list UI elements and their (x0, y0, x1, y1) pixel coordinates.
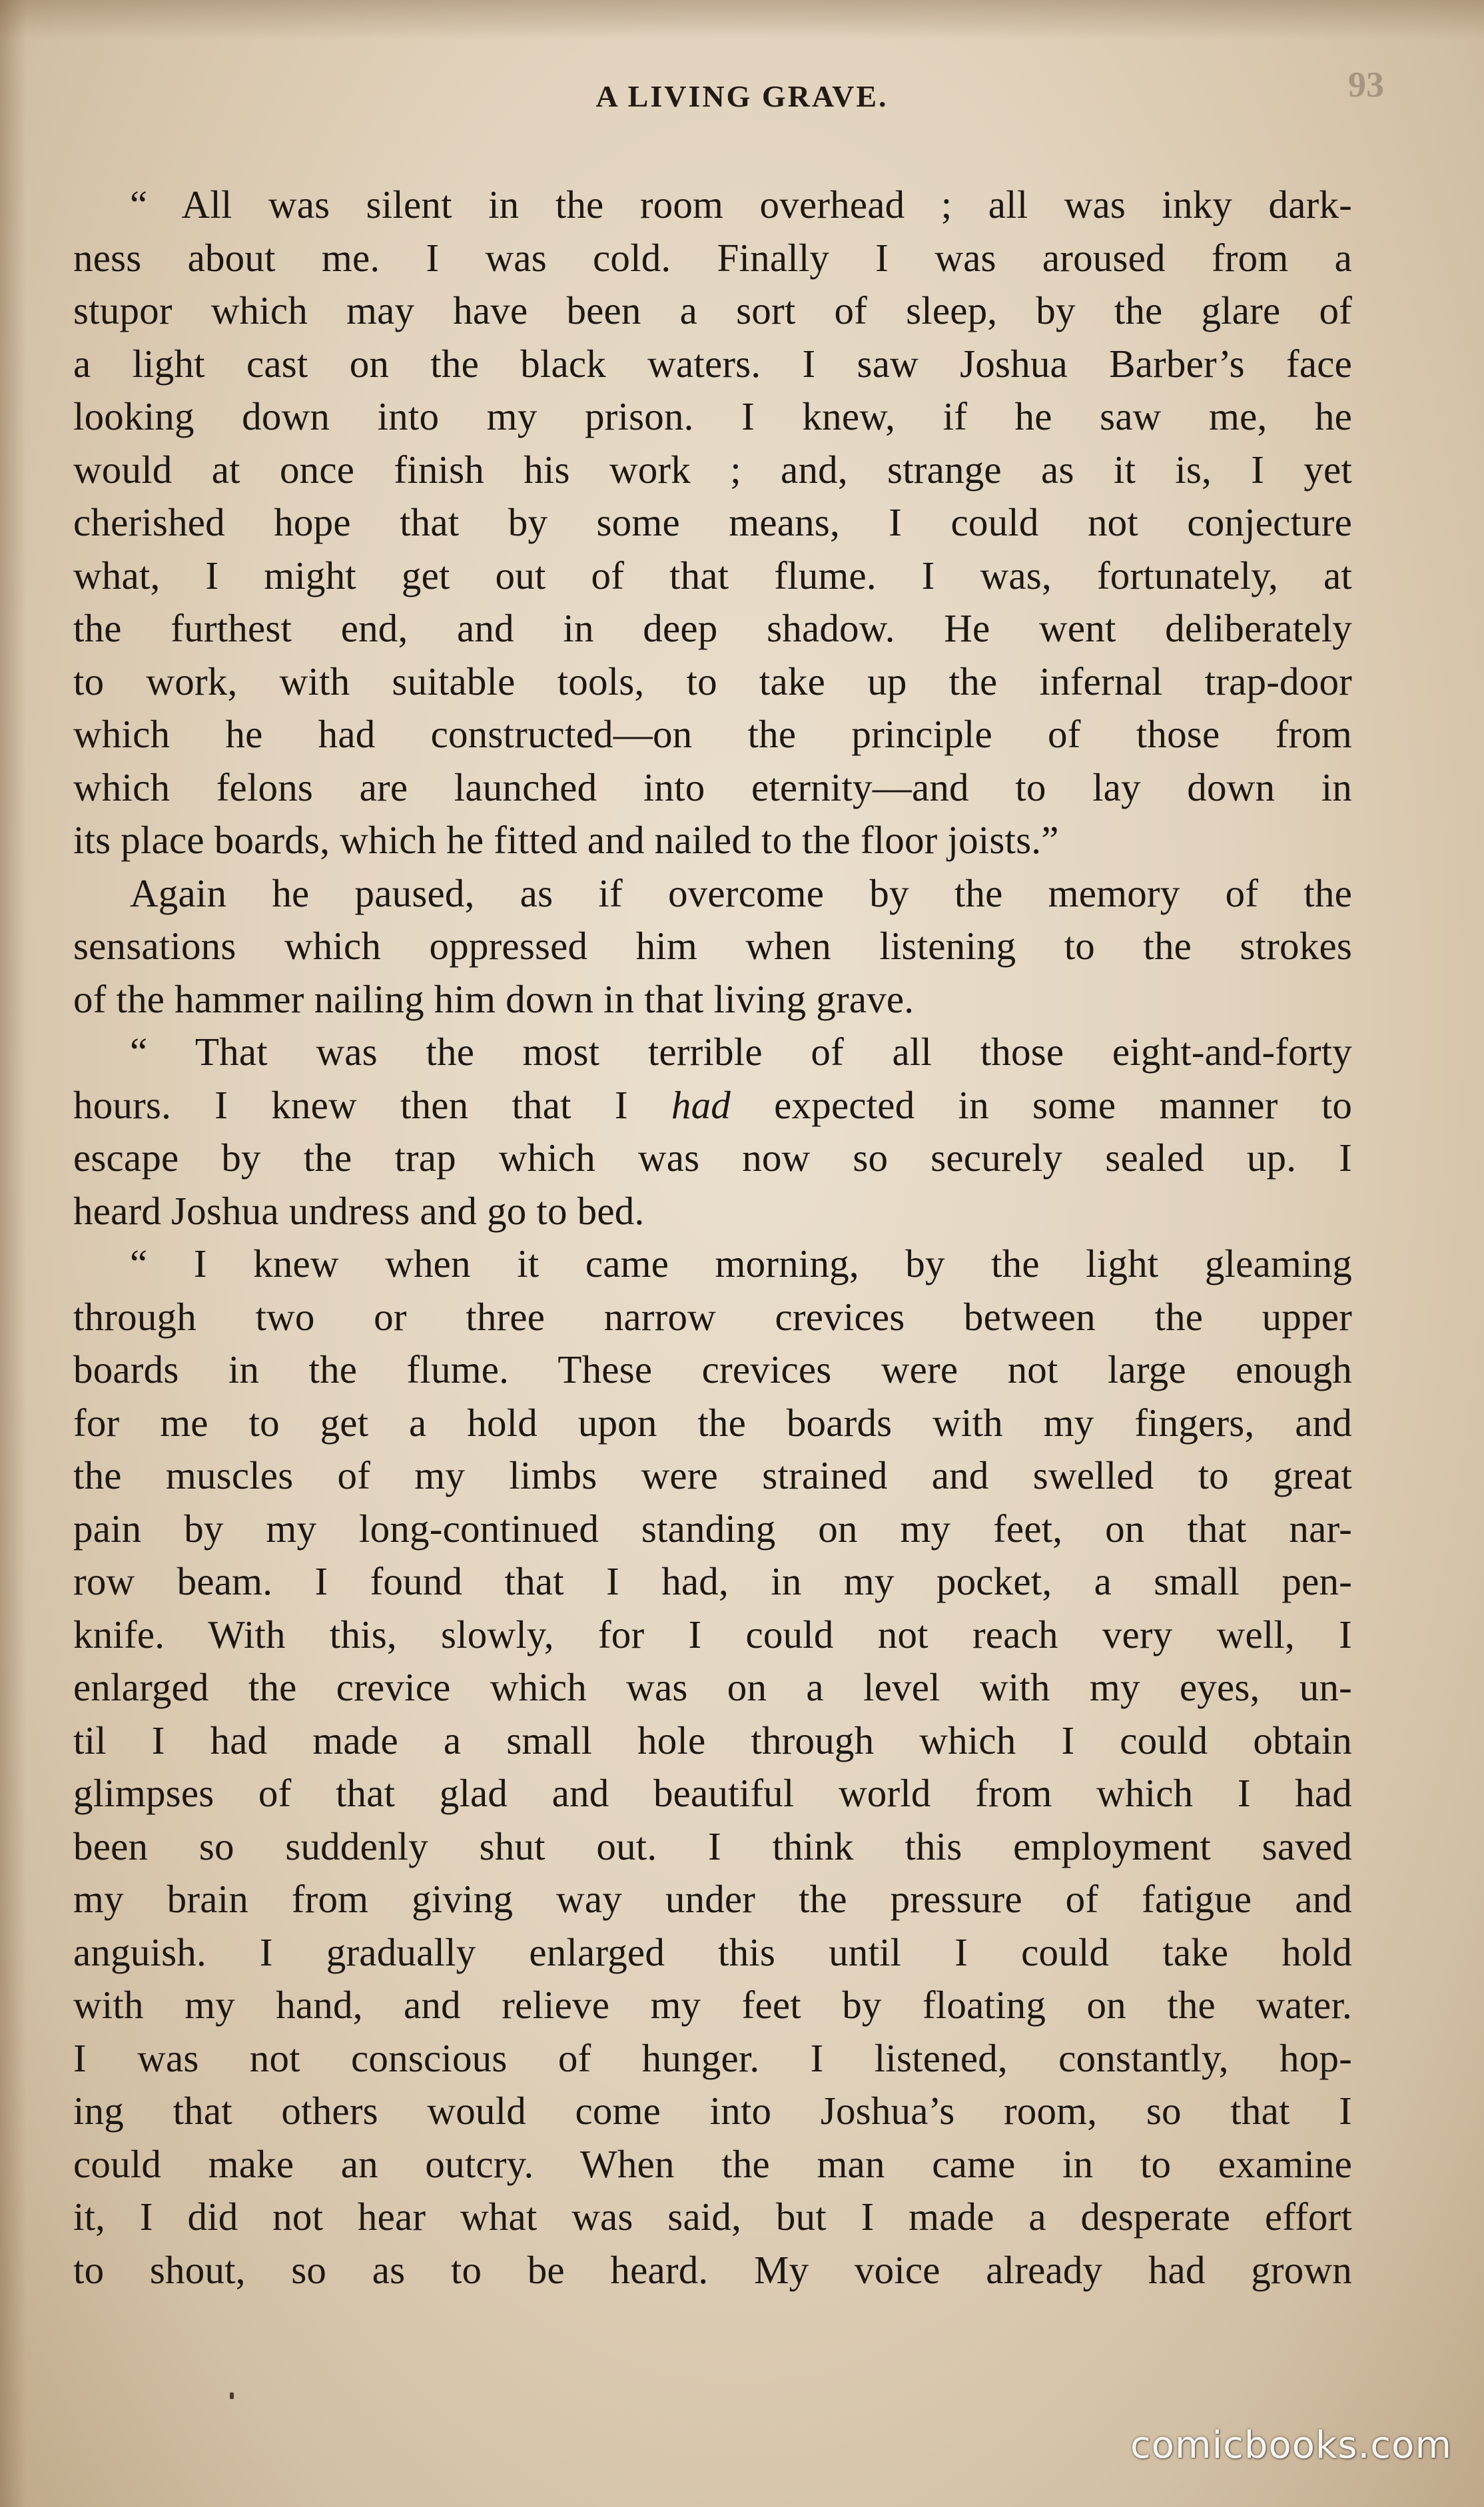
body-text (73, 179, 1352, 2297)
text-line: for me to get a hold upon the boards with my fingers, and (73, 1400, 1352, 1445)
text-line: “ That was the most terrible of all those eight-and-forty (130, 1030, 1352, 1074)
text-line: would at once finish his work ; and, strange as it is, I yet (73, 447, 1352, 492)
text-line: sensations which oppressed him when listening to the strokes (73, 924, 1352, 968)
text-line: boards in the flume. These crevices were not large enough (73, 1347, 1352, 1391)
text-line: of the hammer nailing him down in that living grave. (73, 976, 915, 1021)
text-line: “ I knew when it came morning, by the light gleaming (130, 1242, 1352, 1285)
text-line: could make an outcry. When the man came in to examine (73, 2141, 1352, 2186)
text-line: ness about me. I was cold. Finally I was aroused from a (73, 235, 1352, 280)
text-line: which he had constructed—on the principle of those from (73, 712, 1352, 756)
text-line: cherished hope that by some means, I could not conjecture (73, 500, 1352, 544)
running-title: A LIVING GRAVE. (595, 79, 889, 113)
text-segment: hours. I knew then that I (73, 1082, 628, 1127)
text-line: to work, with suitable tools, to take up the infernal trap-door (73, 659, 1352, 703)
text-line: it, I did not hear what was said, but I made a desperate effort (73, 2195, 1352, 2239)
text-line: the muscles of my limbs were strained and swelled to great (73, 1453, 1352, 1497)
text-line: Again he paused, as if overcome by the memory of the (130, 871, 1352, 915)
text-line-with-italic (73, 1079, 1352, 1132)
page-shading-left (0, 0, 27, 2507)
ink-speck (230, 2392, 234, 2399)
text-line: escape by the trap which was now so securely sealed up. I (73, 1136, 1352, 1180)
watermark: comicbooks.com (1130, 2424, 1452, 2467)
text-line: til I had made a small hole through which I could obtain (73, 1718, 1352, 1762)
text-line: ing that others would come into Joshua’s room, so that I (73, 2089, 1352, 2133)
text-line: looking down into my prison. I knew, if he saw me, he (73, 394, 1352, 438)
text-line: stupor which may have been a sort of sleep, by the glare of (73, 288, 1352, 332)
page-shading-top (0, 0, 1484, 40)
text-line: a light cast on the black waters. I saw Joshua Barber’s face (73, 341, 1352, 386)
text-line: enlarged the crevice which was on a level with my eyes, un- (73, 1665, 1352, 1709)
text-segment: expected in some manner to (774, 1082, 1353, 1127)
text-line: glimpses of that glad and beautiful world from which I had (73, 1771, 1352, 1815)
page-number: 93 (1348, 65, 1384, 105)
text-line: pain by my long-continued standing on my feet, on that nar- (73, 1506, 1352, 1551)
text-line: the furthest end, and in deep shadow. He went deliberately (73, 606, 1352, 650)
text-line: been so suddenly shut out. I think this employment saved (73, 1824, 1352, 1868)
italic-word: had (671, 1082, 731, 1127)
text-line: “ All was silent in the room overhead ; all was inky dark- (130, 182, 1352, 226)
text-line: knife. With this, slowly, for I could not reach very well, I (73, 1612, 1352, 1656)
text-line: what, I might get out of that flume. I was, fortunately, at (73, 553, 1352, 597)
text-line: its place boards, which he fitted and nailed to the floor joists.” (73, 818, 1059, 862)
text-line: through two or three narrow crevices between the upper (73, 1294, 1352, 1339)
text-line: to shout, so as to be heard. My voice already had grown (73, 2247, 1352, 2292)
text-line: my brain from giving way under the pressure of fatigue and (73, 1877, 1352, 1921)
text-line: anguish. I gradually enlarged this until I could take hold (73, 1930, 1352, 1974)
text-line: which felons are launched into eternity—and to lay down in (73, 765, 1352, 809)
text-line: I was not conscious of hunger. I listened, constantly, hop- (73, 2035, 1352, 2080)
text-line: row beam. I found that I had, in my pocket, a small pen- (73, 1559, 1352, 1603)
text-line: heard Joshua undress and go to bed. (73, 1188, 645, 1233)
text-line: with my hand, and relieve my feet by floating on the water. (73, 1983, 1352, 2027)
